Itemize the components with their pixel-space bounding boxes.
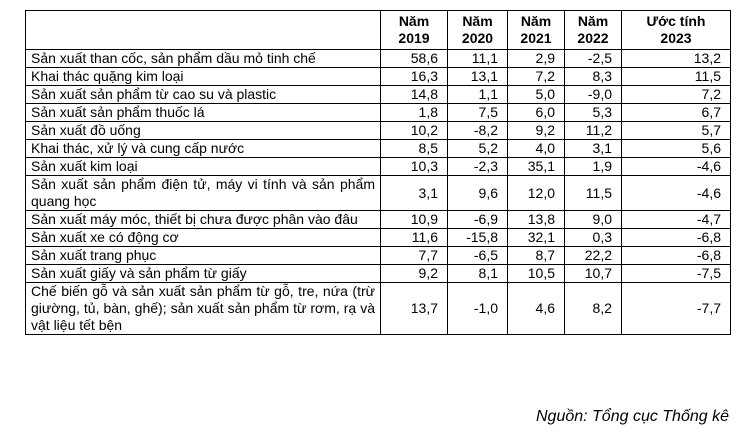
value-cell: -4,6: [622, 158, 731, 176]
value-cell: 4,0: [508, 140, 565, 158]
header-cell: Năm 2022: [565, 11, 622, 50]
value-cell: 5,2: [448, 140, 508, 158]
table-row: [26, 86, 731, 104]
value-cell: 14,8: [381, 86, 448, 104]
value-cell: -1,0: [448, 283, 508, 335]
table-row: [26, 265, 731, 283]
value-cell: 6,0: [508, 104, 565, 122]
value-cell: 11,5: [622, 68, 731, 86]
value-cell: -6,8: [622, 229, 731, 247]
row-label: Sản xuất giấy và sản phẩm từ giấy: [26, 265, 381, 283]
value-cell: -8,2: [448, 122, 508, 140]
value-cell: 0,3: [565, 229, 622, 247]
value-cell: 11,6: [381, 229, 448, 247]
value-cell: 10,2: [381, 122, 448, 140]
table-row: [26, 158, 731, 176]
value-cell: -6,5: [448, 247, 508, 265]
value-cell: 16,3: [381, 68, 448, 86]
value-cell: 9,6: [448, 176, 508, 211]
row-label: Sản xuất sản phẩm thuốc lá: [26, 104, 381, 122]
value-cell: 11,5: [565, 176, 622, 211]
value-cell: 13,8: [508, 211, 565, 229]
data-table: [25, 10, 731, 335]
header-row: [26, 11, 731, 50]
value-cell: 11,1: [448, 50, 508, 68]
value-cell: 7,5: [448, 104, 508, 122]
value-cell: 13,7: [381, 283, 448, 335]
value-cell: 3,1: [565, 140, 622, 158]
value-cell: 58,6: [381, 50, 448, 68]
value-cell: 10,3: [381, 158, 448, 176]
value-cell: -7,5: [622, 265, 731, 283]
value-cell: 8,3: [565, 68, 622, 86]
value-cell: -2,3: [448, 158, 508, 176]
value-cell: -2,5: [565, 50, 622, 68]
value-cell: 5,0: [508, 86, 565, 104]
value-cell: -4,6: [622, 176, 731, 211]
value-cell: 5,6: [622, 140, 731, 158]
row-label: Sản xuất trang phục: [26, 247, 381, 265]
value-cell: 9,0: [565, 211, 622, 229]
header-cell: Năm 2021: [508, 11, 565, 50]
value-cell: 3,1: [381, 176, 448, 211]
value-cell: -15,8: [448, 229, 508, 247]
header-cell: Năm 2019: [381, 11, 448, 50]
header-cell: [26, 11, 381, 50]
value-cell: 6,7: [622, 104, 731, 122]
value-cell: -6,8: [622, 247, 731, 265]
value-cell: -7,7: [622, 283, 731, 335]
value-cell: 8,2: [565, 283, 622, 335]
header-cell: Ước tính 2023: [622, 11, 731, 50]
row-label: Sản xuất máy móc, thiết bị chưa được phân vào đâu: [26, 211, 381, 229]
table-row: [26, 50, 731, 68]
value-cell: 11,2: [565, 122, 622, 140]
table-row: [26, 229, 731, 247]
row-label: Sản xuất than cốc, sản phẩm dầu mỏ tinh chế: [26, 50, 381, 68]
source-note: Nguồn: Tổng cục Thống kê: [535, 408, 729, 425]
table-row: [26, 122, 731, 140]
row-label: Sản xuất sản phẩm từ cao su và plastic: [26, 86, 381, 104]
value-cell: 4,6: [508, 283, 565, 335]
table-row: [26, 247, 731, 265]
value-cell: 13,1: [448, 68, 508, 86]
row-label: Sản xuất đồ uống: [26, 122, 381, 140]
value-cell: 5,3: [565, 104, 622, 122]
value-cell: 10,5: [508, 265, 565, 283]
row-label: Sản xuất sản phẩm điện tử, máy vi tính và sản phẩm quang học: [26, 176, 381, 211]
table-row: [26, 211, 731, 229]
value-cell: 8,5: [381, 140, 448, 158]
value-cell: 10,9: [381, 211, 448, 229]
value-cell: 10,7: [565, 265, 622, 283]
value-cell: 12,0: [508, 176, 565, 211]
value-cell: 5,7: [622, 122, 731, 140]
row-label: Khai thác, xử lý và cung cấp nước: [26, 140, 381, 158]
value-cell: 8,1: [448, 265, 508, 283]
table-row: [26, 140, 731, 158]
table-row: [26, 68, 731, 86]
row-label: Chế biến gỗ và sản xuất sản phẩm từ gỗ, tre, nứa (trừ giường, tủ, bàn, ghế); sản xuất sản phẩm từ rơm, rạ và vật liệu tết bện: [26, 283, 381, 335]
value-cell: -6,9: [448, 211, 508, 229]
value-cell: 13,2: [622, 50, 731, 68]
row-label: Sản xuất kim loại: [26, 158, 381, 176]
value-cell: 1,1: [448, 86, 508, 104]
value-cell: 7,2: [508, 68, 565, 86]
row-label: Khai thác quặng kim loại: [26, 68, 381, 86]
value-cell: 35,1: [508, 158, 565, 176]
value-cell: -4,7: [622, 211, 731, 229]
table-row: [26, 283, 731, 335]
value-cell: 22,2: [565, 247, 622, 265]
value-cell: 8,7: [508, 247, 565, 265]
row-label: Sản xuất xe có động cơ: [26, 229, 381, 247]
value-cell: 2,9: [508, 50, 565, 68]
value-cell: -9,0: [565, 86, 622, 104]
header-cell: Năm 2020: [448, 11, 508, 50]
value-cell: 7,7: [381, 247, 448, 265]
value-cell: 9,2: [381, 265, 448, 283]
value-cell: 1,8: [381, 104, 448, 122]
value-cell: 1,9: [565, 158, 622, 176]
value-cell: 7,2: [622, 86, 731, 104]
value-cell: 32,1: [508, 229, 565, 247]
value-cell: 9,2: [508, 122, 565, 140]
table-row: [26, 104, 731, 122]
table-row: [26, 176, 731, 211]
